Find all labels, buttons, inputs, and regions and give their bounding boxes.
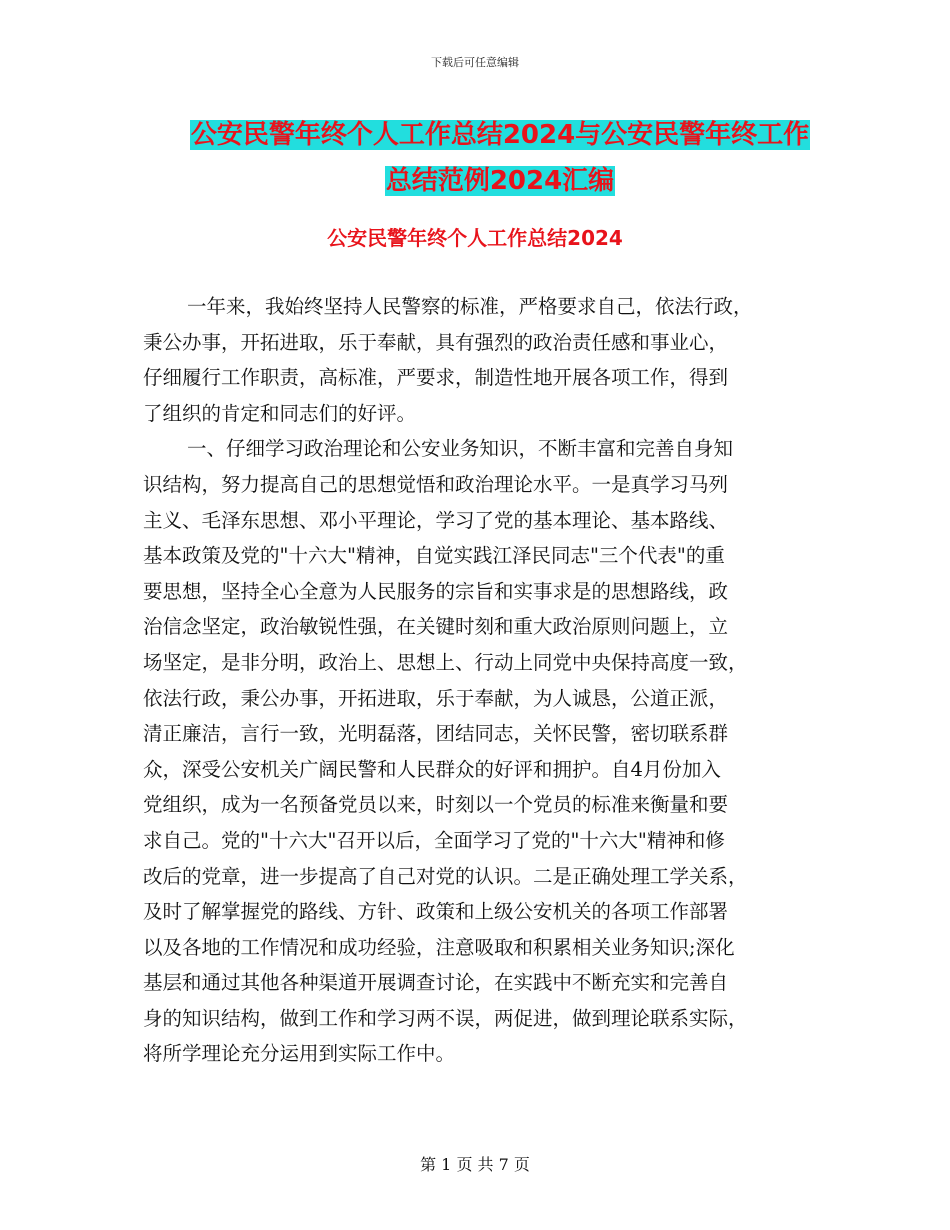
paragraph-line: 改后的党章，进一步提高了自己对党的认识。二是正确处理工学关系， <box>143 864 748 888</box>
paragraph-line: 秉公办事，开拓进取，乐于奉献，具有强烈的政治责任感和事业心， <box>143 330 729 354</box>
paragraph-line: 身的知识结构，做到工作和学习两不误，两促进，做到理论联系实际， <box>143 1006 748 1030</box>
paragraph-line: 将所学理论充分运用到实际工作中。 <box>143 1042 456 1066</box>
paragraph <box>143 431 811 1072</box>
paragraph-line: 基本政策及党的"十六大"精神，自觉实践江泽民同志"三个代表"的重 <box>143 544 725 568</box>
paragraph-line: 仔细履行工作职责，高标准，严要求，制造性地开展各项工作，得到 <box>143 366 729 390</box>
paragraph-line: 清正廉洁，言行一致，光明磊落，团结同志，关怀民警，密切联系群 <box>143 722 729 746</box>
paragraph-line: 及时了解掌握党的路线、方针、政策和上级公安机关的各项工作部署 <box>143 900 729 924</box>
section-title: 公安民警年终个人工作总结2024 <box>327 226 623 250</box>
page-header: 下载后可任意编辑 <box>431 56 519 69</box>
page-footer: 第 1 页 共 7 页 <box>420 1155 530 1174</box>
paragraph-line: 场坚定，是非分明，政治上、思想上、行动上同党中央保持高度一致， <box>143 650 748 674</box>
paragraph-line: 治信念坚定，政治敏锐性强，在关键时刻和重大政治原则问题上，立 <box>143 615 729 639</box>
paragraph-line: 要思想，坚持全心全意为人民服务的宗旨和实事求是的思想路线，政 <box>143 579 729 603</box>
paragraph-line: 党组织，成为一名预备党员以来，时刻以一个党员的标准来衡量和要 <box>143 793 729 817</box>
paragraph-line: 主义、毛泽东思想、邓小平理论，学习了党的基本理论、基本路线、 <box>143 508 729 532</box>
paragraph-line: 一年来，我始终坚持人民警察的标准，严格要求自己，依法行政， <box>187 295 753 318</box>
paragraph-line: 一、仔细学习政治理论和公安业务知识，不断丰富和完善自身知 <box>187 437 734 461</box>
title-line-2: 总结范例2024汇编 <box>385 166 615 196</box>
paragraph-line: 基层和通过其他各种渠道开展调查讨论，在实践中不断充实和完善自 <box>143 971 729 995</box>
paragraph-line: 了组织的肯定和同志们的好评。 <box>143 401 417 425</box>
paragraph <box>143 289 811 431</box>
paragraph-line: 依法行政，秉公办事，开拓进取，乐于奉献，为人诚恳，公道正派， <box>143 686 729 710</box>
paragraph-line: 求自己。党的"十六大"召开以后，全面学习了党的"十六大"精神和修 <box>143 828 725 852</box>
paragraph-line: 识结构，努力提高自己的思想觉悟和政治理论水平。一是真学习马列 <box>143 472 729 496</box>
body-text <box>143 289 811 1072</box>
title-line-1: 公安民警年终个人工作总结2024与公安民警年终工作 <box>190 120 810 150</box>
paragraph-line: 以及各地的工作情况和成功经验，注意吸取和积累相关业务知识;深化 <box>143 935 735 959</box>
paragraph-line: 众，深受公安机关广阔民警和人民群众的好评和拥护。自4月份加入 <box>143 757 721 781</box>
document-title <box>130 112 870 204</box>
